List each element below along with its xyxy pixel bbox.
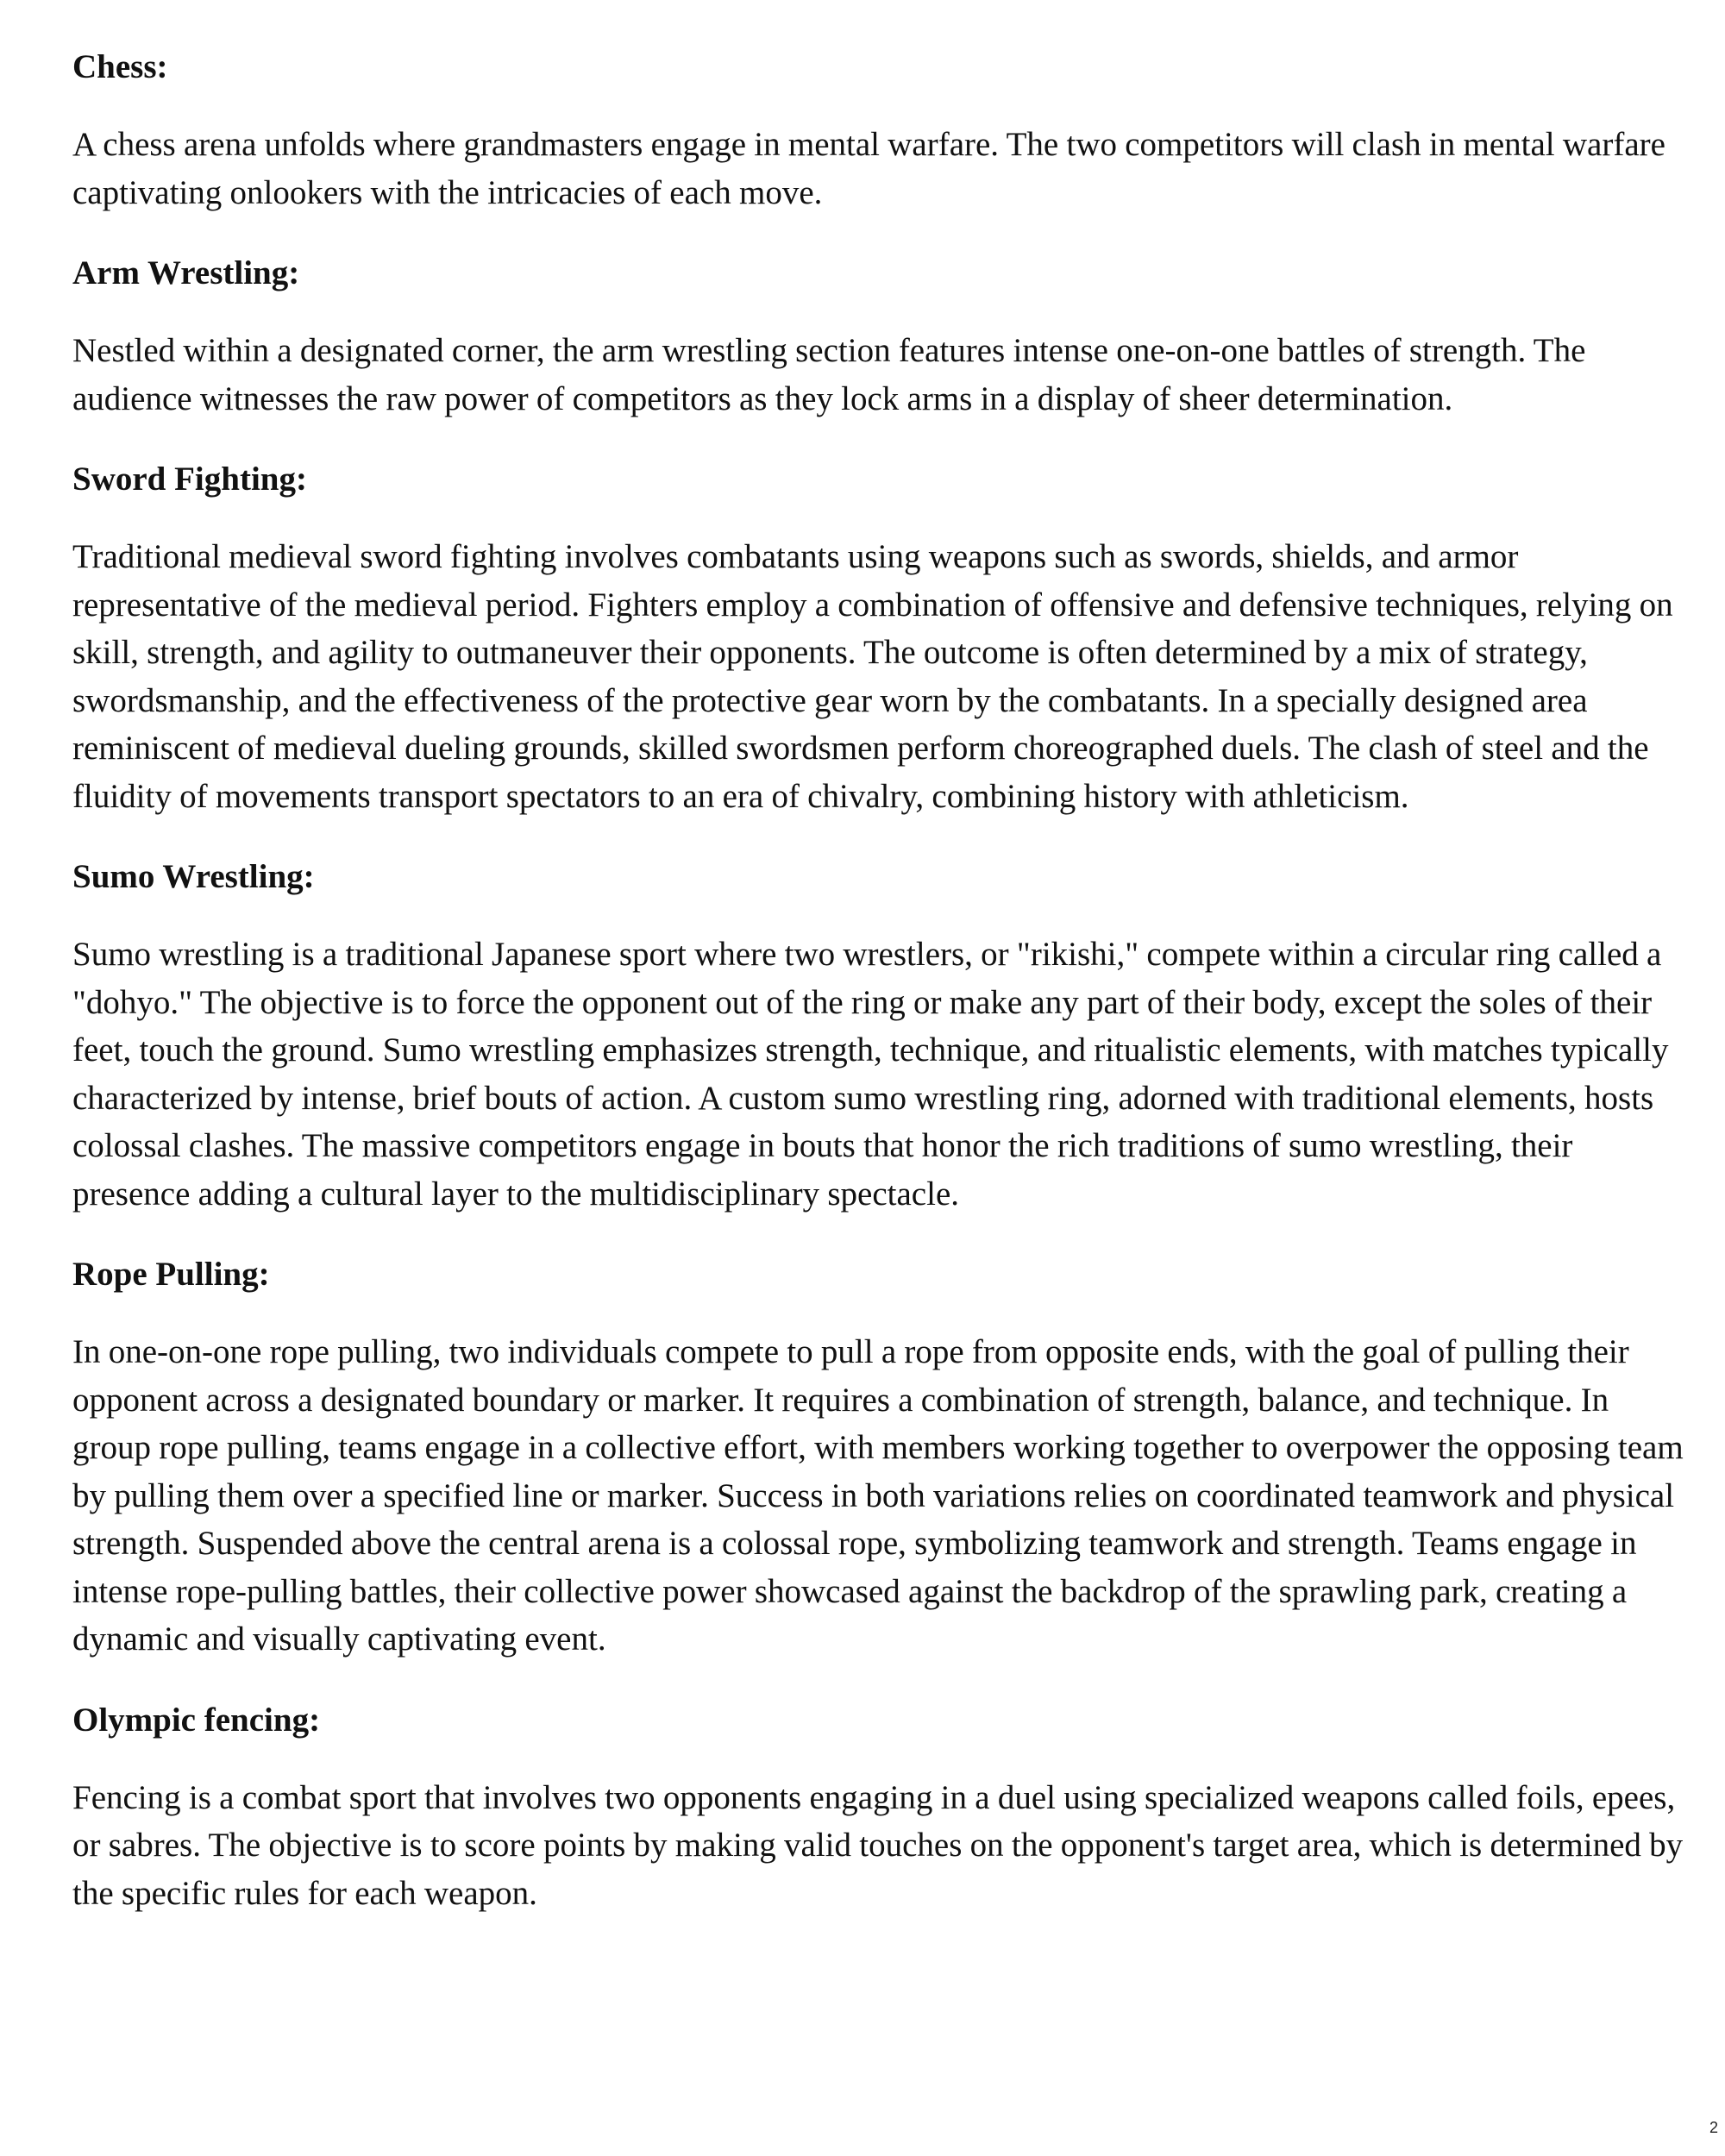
section-paragraph: Nestled within a designated corner, the arm wrestling section features intense one-on-one battles of strength. The audience witnesses the raw power of competitors as they lock arms in a display of sheer determination. [72,332,1586,417]
section-chess [72,43,1685,216]
section-heading: Arm Wrestling: [72,254,300,291]
section-sword-fighting [72,455,1685,820]
section-heading: Chess: [72,48,168,85]
section-arm-wrestling [72,249,1685,423]
section-heading: Sumo Wrestling: [72,858,315,895]
section-rope-pulling [72,1250,1685,1664]
section-olympic-fencing [72,1696,1685,1918]
section-paragraph: Sumo wrestling is a traditional Japanese sport where two wrestlers, or "rikishi," compete within a circular ring called a "dohyo." The objective is to force the opponent out of the ring or make any part of their body, except the soles of their feet, touch the ground. Sumo wrestling emphasizes strength, technique, and ritualistic elements, with matches typically characterized by intense, brief bouts of action. A custom sumo wrestling ring, adorned with traditional elements, hosts colossal clashes. The massive competitors engage in bouts that honor the rich traditions of sumo wrestling, their presence adding a cultural layer to the multidisciplinary spectacle. [72,936,1669,1213]
section-heading: Olympic fencing: [72,1701,321,1739]
section-paragraph: Fencing is a combat sport that involves two opponents engaging in a duel using specialized weapons called foils, epees, or sabres. The objective is to score points by making valid touches on the opponent's target area, which is determined by the specific rules for each weapon. [72,1778,1684,1912]
section-heading: Rope Pulling: [72,1256,270,1293]
document-page [72,43,1685,1950]
section-paragraph: In one-on-one rope pulling, two individuals compete to pull a rope from opposite ends, with the goal of pulling their opponent across a designated boundary or marker. It requires a combination of strength, balance, and technique. In group rope pulling, teams engage in a collective effort, with members working together to overpower the opposing team by pulling them over a specified line or marker. Success in both variations relies on coordinated teamwork and physical strength. Suspended above the central arena is a colossal rope, symbolizing teamwork and strength. Teams engage in intense rope-pulling battles, their collective power showcased against the backdrop of the sprawling park, creating a dynamic and visually captivating event. [72,1333,1684,1658]
section-sumo-wrestling [72,853,1685,1218]
section-paragraph: A chess arena unfolds where grandmasters engage in mental warfare. The two competitors will clash in mental warfare captivating onlookers with the intricacies of each move. [72,126,1665,211]
page-number: 2 [1709,2119,1718,2136]
section-paragraph: Traditional medieval sword fighting involves combatants using weapons such as swords, shields, and armor representative of the medieval period. Fighters employ a combination of offensive and defensive techniques, relying on skill, strength, and agility to outmaneuver their opponents. The outcome is often determined by a mix of strategy, swordsmanship, and the effectiveness of the protective gear worn by the combatants. In a specially designed area reminiscent of medieval dueling grounds, skilled swordsmen perform choreographed duels. The clash of steel and the fluidity of movements transport spectators to an era of chivalry, combining history with athleticism. [72,538,1673,815]
section-heading: Sword Fighting: [72,461,307,498]
